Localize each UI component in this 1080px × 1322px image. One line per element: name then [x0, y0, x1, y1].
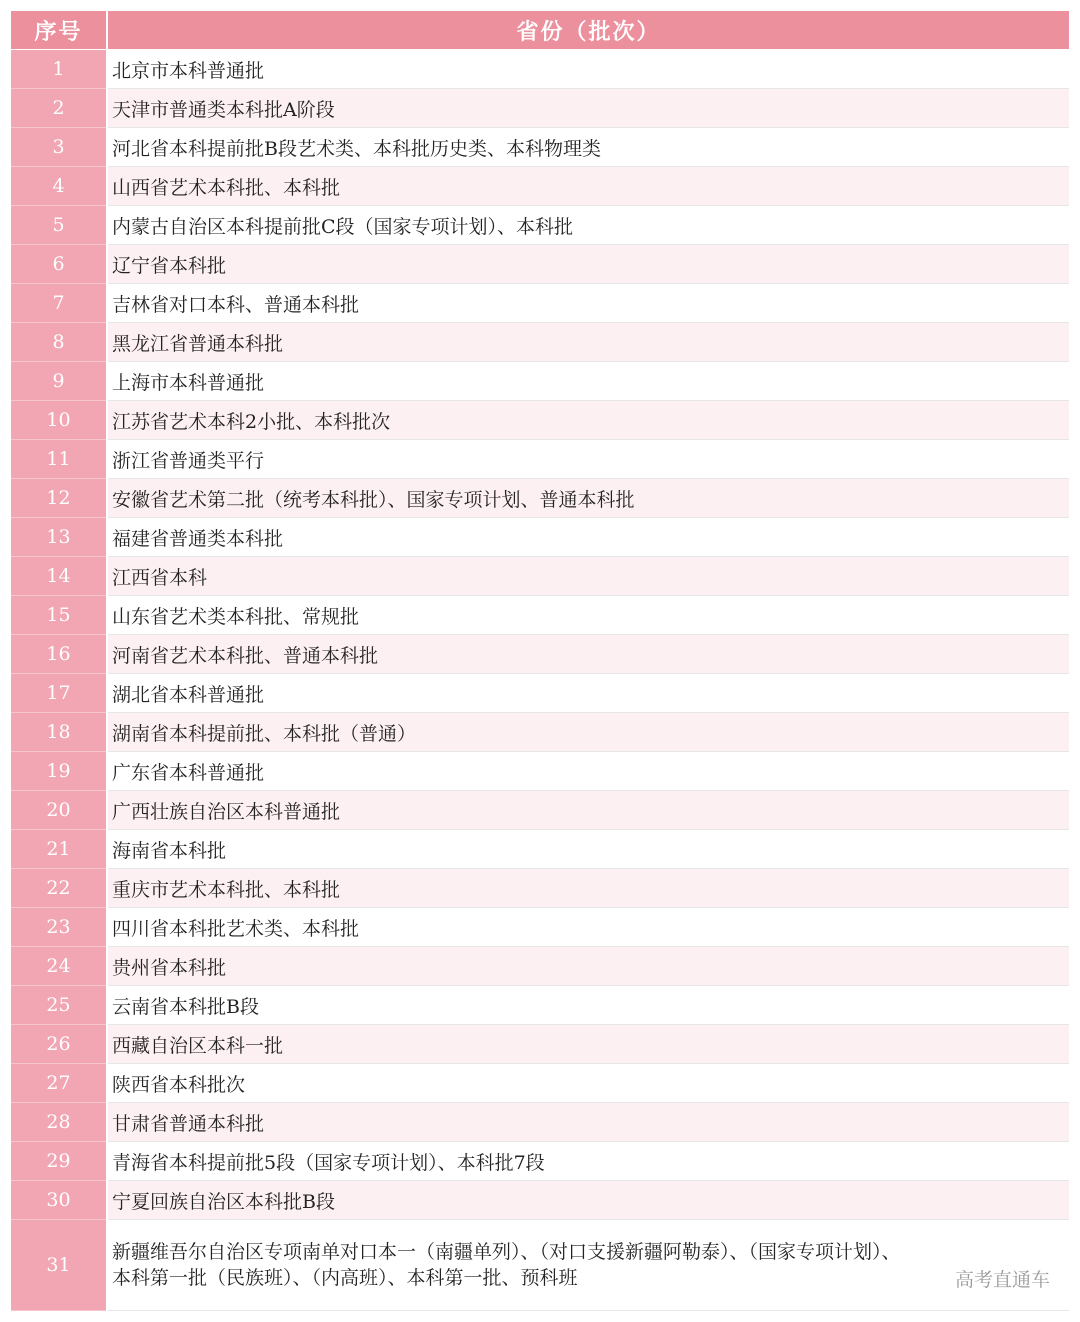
- table-row: [11, 869, 1069, 908]
- row-province-batch: 辽宁省本科批: [107, 245, 1069, 284]
- row-province-batch: 河北省本科提前批B段艺术类、本科批历史类、本科物理类: [107, 128, 1069, 167]
- table-row: [11, 908, 1069, 947]
- header-serial-number: 序号: [11, 11, 107, 50]
- row-province-batch: 上海市本科普通批: [107, 362, 1069, 401]
- row-serial-number: 27: [11, 1064, 107, 1103]
- table-row: [11, 596, 1069, 635]
- row-serial-number: 12: [11, 479, 107, 518]
- row-province-batch: 山西省艺术本科批、本科批: [107, 167, 1069, 206]
- table-header: [11, 11, 1069, 50]
- table-row: [11, 1103, 1069, 1142]
- table-body: [11, 50, 1069, 1311]
- row-serial-number: 23: [11, 908, 107, 947]
- table-row: [11, 713, 1069, 752]
- row-serial-number: 10: [11, 401, 107, 440]
- table-row: [11, 479, 1069, 518]
- row-province-batch: 河南省艺术本科批、普通本科批: [107, 635, 1069, 674]
- table-row: [11, 362, 1069, 401]
- row-serial-number: 17: [11, 674, 107, 713]
- row-province-batch: 四川省本科批艺术类、本科批: [107, 908, 1069, 947]
- row-province-batch: 重庆市艺术本科批、本科批: [107, 869, 1069, 908]
- table-row: [11, 830, 1069, 869]
- table-row: [11, 1220, 1069, 1311]
- table-row: [11, 440, 1069, 479]
- row-province-batch-line: 本科第一批（民族班）、（内高班）、本科第一批、预科班: [112, 1267, 578, 1289]
- table-row: [11, 1025, 1069, 1064]
- table-row: [11, 1142, 1069, 1181]
- row-province-batch: 北京市本科普通批: [107, 50, 1069, 89]
- row-province-batch: 天津市普通类本科批A阶段: [107, 89, 1069, 128]
- table-row: [11, 752, 1069, 791]
- admission-batch-table: [11, 11, 1069, 1311]
- row-province-batch: 甘肃省普通本科批: [107, 1103, 1069, 1142]
- table-row: [11, 674, 1069, 713]
- table-row: [11, 206, 1069, 245]
- row-serial-number: 9: [11, 362, 107, 401]
- table-row: [11, 401, 1069, 440]
- table-row: [11, 557, 1069, 596]
- row-province-batch: 西藏自治区本科一批: [107, 1025, 1069, 1064]
- row-province-batch-line: 新疆维吾尔自治区专项南单对口本一（南疆单列）、（对口支援新疆阿勒泰）、（国家专项计划）、: [112, 1241, 901, 1263]
- table-row: [11, 1181, 1069, 1220]
- row-serial-number: 30: [11, 1181, 107, 1220]
- header-province-batch: 省份（批次）: [107, 11, 1069, 50]
- row-serial-number: 11: [11, 440, 107, 479]
- table-row: [11, 128, 1069, 167]
- row-province-batch: 陕西省本科批次: [107, 1064, 1069, 1103]
- row-serial-number: 21: [11, 830, 107, 869]
- row-province-batch: 青海省本科提前批5段（国家专项计划）、本科批7段: [107, 1142, 1069, 1181]
- row-serial-number: 25: [11, 986, 107, 1025]
- row-serial-number: 6: [11, 245, 107, 284]
- row-serial-number: 16: [11, 635, 107, 674]
- table-row: [11, 986, 1069, 1025]
- row-serial-number: 8: [11, 323, 107, 362]
- table-row: [11, 1064, 1069, 1103]
- row-province-batch: 江苏省艺术本科2小批、本科批次: [107, 401, 1069, 440]
- table-row: [11, 518, 1069, 557]
- row-serial-number: 18: [11, 713, 107, 752]
- row-province-batch: 黑龙江省普通本科批: [107, 323, 1069, 362]
- row-province-batch: 福建省普通类本科批: [107, 518, 1069, 557]
- admission-batch-table-container: [11, 11, 1069, 1309]
- row-province-batch: 吉林省对口本科、普通本科批: [107, 284, 1069, 323]
- table-row: [11, 245, 1069, 284]
- row-serial-number: 3: [11, 128, 107, 167]
- table-row: [11, 323, 1069, 362]
- row-province-batch: 湖北省本科普通批: [107, 674, 1069, 713]
- row-province-batch: [107, 1220, 1069, 1311]
- row-serial-number: 1: [11, 50, 107, 89]
- row-serial-number: 28: [11, 1103, 107, 1142]
- table-row: [11, 284, 1069, 323]
- table-row: [11, 635, 1069, 674]
- row-serial-number: 14: [11, 557, 107, 596]
- header-row: [11, 11, 1069, 50]
- row-province-batch: 宁夏回族自治区本科批B段: [107, 1181, 1069, 1220]
- row-serial-number: 19: [11, 752, 107, 791]
- row-serial-number: 4: [11, 167, 107, 206]
- row-province-batch: 内蒙古自治区本科提前批C段（国家专项计划）、本科批: [107, 206, 1069, 245]
- row-serial-number: 2: [11, 89, 107, 128]
- row-province-batch: 浙江省普通类平行: [107, 440, 1069, 479]
- row-serial-number: 22: [11, 869, 107, 908]
- row-province-batch: 山东省艺术类本科批、常规批: [107, 596, 1069, 635]
- row-province-batch: 贵州省本科批: [107, 947, 1069, 986]
- row-serial-number: 24: [11, 947, 107, 986]
- table-row: [11, 167, 1069, 206]
- row-serial-number: 15: [11, 596, 107, 635]
- row-province-batch: 广西壮族自治区本科普通批: [107, 791, 1069, 830]
- row-province-batch: 云南省本科批B段: [107, 986, 1069, 1025]
- row-province-batch: 江西省本科: [107, 557, 1069, 596]
- row-province-batch: 安徽省艺术第二批（统考本科批）、国家专项计划、普通本科批: [107, 479, 1069, 518]
- row-serial-number: 26: [11, 1025, 107, 1064]
- row-serial-number: 7: [11, 284, 107, 323]
- watermark-text: 高考直通车: [954, 1269, 1050, 1291]
- table-row: [11, 791, 1069, 830]
- row-serial-number: 20: [11, 791, 107, 830]
- row-serial-number: 29: [11, 1142, 107, 1181]
- table-row: [11, 947, 1069, 986]
- row-serial-number: 31: [11, 1220, 107, 1311]
- row-serial-number: 13: [11, 518, 107, 557]
- row-province-batch: 湖南省本科提前批、本科批（普通）: [107, 713, 1069, 752]
- table-row: [11, 50, 1069, 89]
- table-row: [11, 89, 1069, 128]
- row-province-batch: 广东省本科普通批: [107, 752, 1069, 791]
- row-serial-number: 5: [11, 206, 107, 245]
- row-province-batch: 海南省本科批: [107, 830, 1069, 869]
